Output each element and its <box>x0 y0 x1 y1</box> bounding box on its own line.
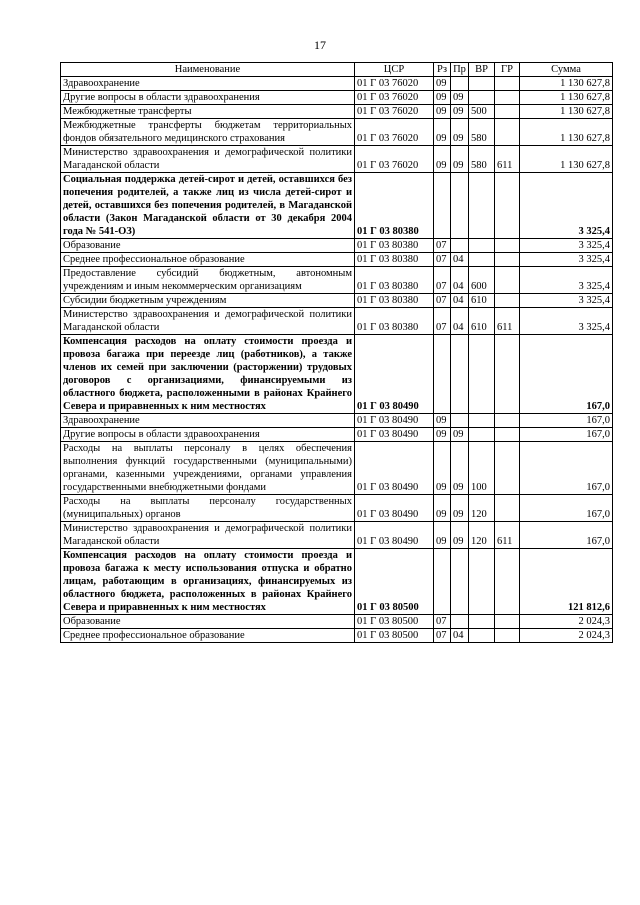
cell-gr <box>495 629 520 643</box>
cell-csr: 01 Г 03 76020 <box>355 119 434 146</box>
cell-rz: 09 <box>434 146 451 173</box>
cell-vr <box>469 335 495 414</box>
table-row <box>61 91 613 105</box>
cell-gr <box>495 335 520 414</box>
cell-name: Компенсация расходов на оплату стоимости проезда и провоза багажа при переезде лиц (работников), а также членов их семей при заключении (расторжении) трудовых договоров с организациями, финансируемыми из областного бюджета, расположенными в районах Крайнего Севера и приравненных к ним местностях <box>61 335 355 414</box>
table-row <box>61 239 613 253</box>
column-header-rz: Рз <box>434 63 451 77</box>
cell-rz: 09 <box>434 119 451 146</box>
cell-pr <box>451 615 469 629</box>
cell-pr <box>451 173 469 239</box>
cell-pr <box>451 414 469 428</box>
cell-gr <box>495 119 520 146</box>
table-row <box>61 253 613 267</box>
cell-gr <box>495 105 520 119</box>
page-number: 17 <box>314 38 326 52</box>
cell-pr <box>451 335 469 414</box>
column-header-csr: ЦСР <box>355 63 434 77</box>
cell-gr: 611 <box>495 308 520 335</box>
cell-pr: 09 <box>451 522 469 549</box>
cell-gr: 611 <box>495 522 520 549</box>
cell-sum: 167,0 <box>520 495 613 522</box>
column-header-pr: Пр <box>451 63 469 77</box>
cell-csr: 01 Г 03 80490 <box>355 442 434 495</box>
cell-name: Компенсация расходов на оплату стоимости проезда и провоза багажа к месту использования отпуска и обратно лицам, работающим в организациях, финансируемых из областного бюджета, расположенных в районах Крайнего Севера и приравненных к ним местностях <box>61 549 355 615</box>
cell-rz: 07 <box>434 629 451 643</box>
cell-name: Предоставление субсидий бюджетным, автономным учреждениям и иным некоммерческим организациям <box>61 267 355 294</box>
table-row <box>61 414 613 428</box>
cell-sum: 167,0 <box>520 442 613 495</box>
cell-vr: 610 <box>469 294 495 308</box>
cell-sum: 121 812,6 <box>520 549 613 615</box>
table-row <box>61 549 613 615</box>
cell-rz: 07 <box>434 615 451 629</box>
cell-name: Министерство здравоохранения и демографической политики Магаданской области <box>61 308 355 335</box>
cell-name: Расходы на выплаты персоналу государственных (муниципальных) органов <box>61 495 355 522</box>
cell-csr: 01 Г 03 80380 <box>355 253 434 267</box>
cell-vr <box>469 77 495 91</box>
cell-sum: 1 130 627,8 <box>520 119 613 146</box>
cell-sum: 1 130 627,8 <box>520 105 613 119</box>
table-header <box>61 63 613 77</box>
table-row <box>61 522 613 549</box>
table-row <box>61 442 613 495</box>
cell-csr: 01 Г 03 76020 <box>355 105 434 119</box>
cell-csr: 01 Г 03 80380 <box>355 239 434 253</box>
cell-pr: 09 <box>451 119 469 146</box>
cell-vr: 120 <box>469 495 495 522</box>
column-header-gr: ГР <box>495 63 520 77</box>
cell-rz: 09 <box>434 522 451 549</box>
cell-csr: 01 Г 03 80380 <box>355 173 434 239</box>
cell-csr: 01 Г 03 76020 <box>355 91 434 105</box>
cell-rz <box>434 173 451 239</box>
cell-sum: 3 325,4 <box>520 239 613 253</box>
cell-csr: 01 Г 03 80490 <box>355 335 434 414</box>
cell-pr: 09 <box>451 428 469 442</box>
cell-sum: 3 325,4 <box>520 173 613 239</box>
column-header-sum: Сумма <box>520 63 613 77</box>
cell-csr: 01 Г 03 76020 <box>355 77 434 91</box>
header-row <box>61 63 613 77</box>
cell-rz: 07 <box>434 267 451 294</box>
cell-pr: 04 <box>451 629 469 643</box>
cell-pr: 04 <box>451 294 469 308</box>
cell-sum: 1 130 627,8 <box>520 77 613 91</box>
table-row <box>61 495 613 522</box>
cell-csr: 01 Г 03 76020 <box>355 146 434 173</box>
cell-vr: 120 <box>469 522 495 549</box>
cell-name: Образование <box>61 615 355 629</box>
cell-csr: 01 Г 03 80500 <box>355 549 434 615</box>
cell-name: Другие вопросы в области здравоохранения <box>61 428 355 442</box>
cell-vr <box>469 173 495 239</box>
cell-rz: 07 <box>434 253 451 267</box>
cell-name: Межбюджетные трансферты бюджетам территориальных фондов обязательного медицинского страхования <box>61 119 355 146</box>
cell-gr <box>495 495 520 522</box>
cell-vr <box>469 239 495 253</box>
cell-sum: 167,0 <box>520 335 613 414</box>
table-row <box>61 629 613 643</box>
table-row <box>61 335 613 414</box>
cell-csr: 01 Г 03 80380 <box>355 308 434 335</box>
cell-name: Министерство здравоохранения и демографической политики Магаданской области <box>61 146 355 173</box>
cell-rz: 09 <box>434 414 451 428</box>
cell-pr <box>451 549 469 615</box>
cell-rz: 09 <box>434 77 451 91</box>
cell-name: Межбюджетные трансферты <box>61 105 355 119</box>
cell-gr <box>495 549 520 615</box>
cell-csr: 01 Г 03 80490 <box>355 428 434 442</box>
cell-rz: 09 <box>434 495 451 522</box>
cell-name: Социальная поддержка детей-сирот и детей, оставшихся без попечения родителей, а также лиц из числа детей-сирот и детей, оставшихся без попечения родителей, в Магаданской области (Закон Магаданской области от 30 декабря 2004 года № 541-ОЗ) <box>61 173 355 239</box>
cell-vr <box>469 549 495 615</box>
table-row <box>61 173 613 239</box>
cell-gr <box>495 239 520 253</box>
cell-pr: 04 <box>451 267 469 294</box>
table-row <box>61 77 613 91</box>
cell-sum: 3 325,4 <box>520 294 613 308</box>
cell-pr: 09 <box>451 495 469 522</box>
cell-csr: 01 Г 03 80500 <box>355 629 434 643</box>
cell-gr <box>495 442 520 495</box>
cell-pr: 04 <box>451 253 469 267</box>
cell-sum: 167,0 <box>520 428 613 442</box>
cell-gr <box>495 173 520 239</box>
column-header-name: Наименование <box>61 63 355 77</box>
table-body <box>61 77 613 643</box>
cell-vr <box>469 414 495 428</box>
cell-pr <box>451 239 469 253</box>
table-row <box>61 146 613 173</box>
table-row <box>61 119 613 146</box>
cell-sum: 3 325,4 <box>520 253 613 267</box>
cell-vr <box>469 428 495 442</box>
cell-sum: 2 024,3 <box>520 615 613 629</box>
cell-sum: 2 024,3 <box>520 629 613 643</box>
cell-gr <box>495 294 520 308</box>
cell-csr: 01 Г 03 80380 <box>355 267 434 294</box>
table-row <box>61 105 613 119</box>
cell-name: Субсидии бюджетным учреждениям <box>61 294 355 308</box>
budget-table <box>60 62 613 643</box>
cell-pr: 09 <box>451 442 469 495</box>
cell-name: Здравоохранение <box>61 77 355 91</box>
cell-pr: 09 <box>451 146 469 173</box>
cell-csr: 01 Г 03 80490 <box>355 414 434 428</box>
cell-gr: 611 <box>495 146 520 173</box>
cell-vr: 610 <box>469 308 495 335</box>
cell-csr: 01 Г 03 80380 <box>355 294 434 308</box>
cell-rz: 09 <box>434 428 451 442</box>
cell-rz <box>434 549 451 615</box>
cell-rz: 07 <box>434 294 451 308</box>
cell-rz: 07 <box>434 239 451 253</box>
cell-name: Другие вопросы в области здравоохранения <box>61 91 355 105</box>
cell-sum: 3 325,4 <box>520 308 613 335</box>
cell-name: Среднее профессиональное образование <box>61 253 355 267</box>
cell-pr: 09 <box>451 105 469 119</box>
cell-rz: 09 <box>434 442 451 495</box>
cell-sum: 3 325,4 <box>520 267 613 294</box>
cell-gr <box>495 77 520 91</box>
cell-name: Министерство здравоохранения и демографической политики Магаданской области <box>61 522 355 549</box>
cell-vr <box>469 615 495 629</box>
cell-gr <box>495 414 520 428</box>
table-row <box>61 308 613 335</box>
cell-name: Образование <box>61 239 355 253</box>
cell-vr <box>469 629 495 643</box>
cell-name: Расходы на выплаты персоналу в целях обеспечения выполнения функций государственными (муниципальными) органами, казенными учреждениями, органами управления государственными внебюджетными фондами <box>61 442 355 495</box>
cell-sum: 1 130 627,8 <box>520 146 613 173</box>
cell-sum: 1 130 627,8 <box>520 91 613 105</box>
cell-pr: 04 <box>451 308 469 335</box>
cell-csr: 01 Г 03 80500 <box>355 615 434 629</box>
cell-csr: 01 Г 03 80490 <box>355 495 434 522</box>
column-header-vr: ВР <box>469 63 495 77</box>
cell-name: Здравоохранение <box>61 414 355 428</box>
cell-csr: 01 Г 03 80490 <box>355 522 434 549</box>
table-row <box>61 294 613 308</box>
cell-gr <box>495 91 520 105</box>
cell-vr: 600 <box>469 267 495 294</box>
cell-rz <box>434 335 451 414</box>
cell-sum: 167,0 <box>520 414 613 428</box>
cell-vr <box>469 253 495 267</box>
table-row <box>61 615 613 629</box>
cell-pr: 09 <box>451 91 469 105</box>
cell-vr: 100 <box>469 442 495 495</box>
cell-vr: 580 <box>469 119 495 146</box>
table-row <box>61 267 613 294</box>
cell-gr <box>495 615 520 629</box>
cell-vr <box>469 91 495 105</box>
cell-rz: 09 <box>434 91 451 105</box>
cell-gr <box>495 428 520 442</box>
cell-rz: 07 <box>434 308 451 335</box>
cell-gr <box>495 253 520 267</box>
table-row <box>61 428 613 442</box>
cell-pr <box>451 77 469 91</box>
cell-sum: 167,0 <box>520 522 613 549</box>
cell-vr: 580 <box>469 146 495 173</box>
cell-gr <box>495 267 520 294</box>
cell-rz: 09 <box>434 105 451 119</box>
cell-name: Среднее профессиональное образование <box>61 629 355 643</box>
cell-vr: 500 <box>469 105 495 119</box>
